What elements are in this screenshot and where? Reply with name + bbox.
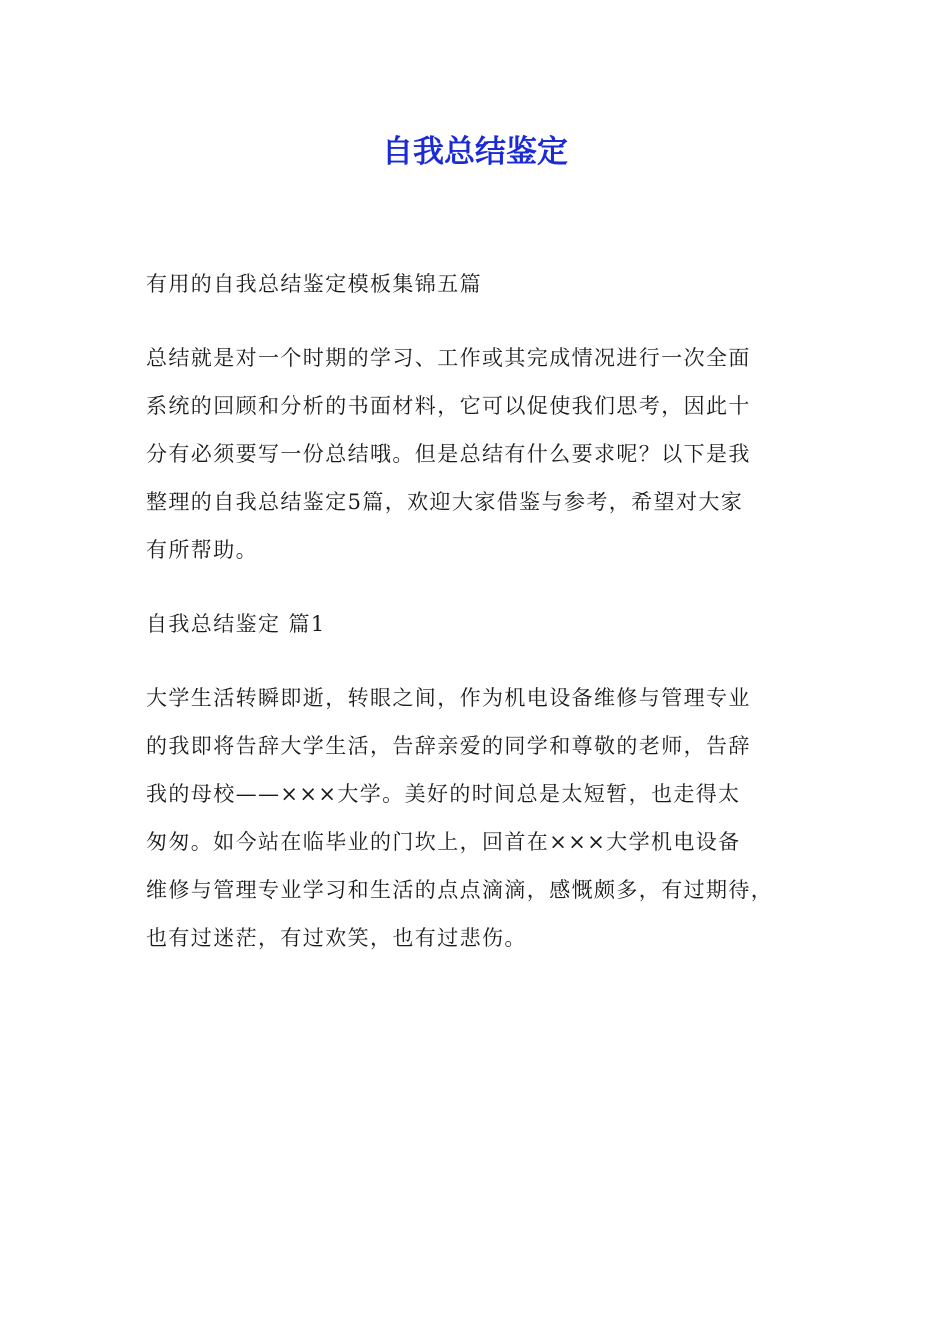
intro-line: 分有必须要写一份总结哦。但是总结有什么要求呢？以下是我: [146, 442, 751, 466]
section-line: 维修与管理专业学习和生活的点点滴滴，感慨颇多，有过期待，: [146, 878, 774, 902]
section-line: 我的母校——×××大学。美好的时间总是太短暂，也走得太: [146, 782, 741, 806]
document-title: 自我总结鉴定: [382, 134, 568, 170]
section-heading: 自我总结鉴定 篇1: [146, 612, 326, 636]
intro-line: 有所帮助。: [146, 538, 258, 562]
intro-line: 总结就是对一个时期的学习、工作或其完成情况进行一次全面: [146, 346, 751, 370]
document-body: [146, 260, 826, 962]
intro-line: 整理的自我总结鉴定5篇，欢迎大家借鉴与参考，希望对大家: [146, 490, 744, 514]
section-line: 的我即将告辞大学生活，告辞亲爱的同学和尊敬的老师，告辞: [146, 734, 751, 758]
document-subtitle: 有用的自我总结鉴定模板集锦五篇: [146, 272, 482, 296]
section-line: 也有过迷茫，有过欢笑，也有过悲伤。: [146, 926, 527, 950]
intro-line: 系统的回顾和分析的书面材料，它可以促使我们思考，因此十: [146, 394, 751, 418]
section-line: 匆匆。如今站在临毕业的门坎上，回首在×××大学机电设备: [146, 830, 741, 854]
section-line: 大学生活转瞬即逝，转眼之间，作为机电设备维修与管理专业: [146, 686, 751, 710]
